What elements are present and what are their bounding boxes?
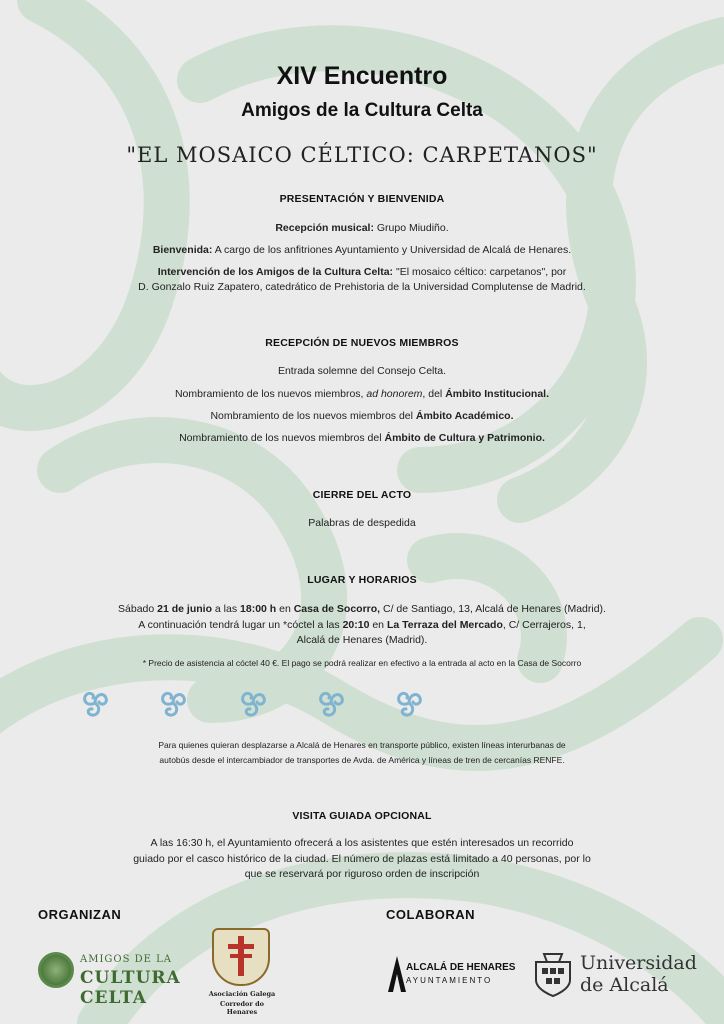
logo-uah-text-2: de Alcalá: [580, 974, 669, 996]
line-casa-socorro: Sábado 21 de junio a las 18:00 h en Casa de Socorro, C/ de Santiago, 13, Alcalá de Henares (Madrid).: [118, 603, 606, 615]
price-note: * Precio de asistencia al cóctel 40 €. El pago se podrá realizar en efectivo a la entrada al acto en la Casa de Socorro: [142, 658, 582, 668]
logo-gal-text-1: Asociación Galega: [208, 990, 276, 998]
line-ambito-cultura: Nombramiento de los nuevos miembros del Ámbito de Cultura y Patrimonio.: [179, 432, 545, 444]
line-coctel-ciudad: Alcalá de Henares (Madrid).: [296, 634, 428, 646]
triskel-icon: [232, 682, 274, 724]
heading-lugar: LUGAR Y HORARIOS: [307, 574, 417, 586]
shield-icon: [212, 928, 270, 986]
triskel-icon: [74, 682, 116, 724]
line-recepcion-musical: Recepción musical: Grupo Miudiño.: [275, 222, 449, 234]
line-ambito-academico: Nombramiento de los nuevos miembros del Ámbito Académico.: [210, 410, 514, 422]
line-despedida: Palabras de despedida: [308, 517, 416, 529]
line-consejo: Entrada solemne del Consejo Celta.: [277, 365, 447, 377]
transport-line-2: autobús desde el intercambiador de transportes de Avda. de América y líneas de tren de cercanías RENFE.: [159, 755, 565, 765]
triskel-icon: [310, 682, 352, 724]
heading-recepcion: RECEPCIÓN DE NUEVOS MIEMBROS: [265, 337, 459, 349]
visita-line-2: guiado por el casco histórico de la ciudad. El número de plazas está limitado a 40 personas, por lo: [133, 853, 591, 865]
triskel-icon: [152, 682, 194, 724]
visita-line-1: A las 16:30 h, el Ayuntamiento ofrecerá a los asistentes que estén interesados un recorrido: [150, 837, 574, 849]
heading-cierre: CIERRE DEL ACTO: [312, 489, 412, 501]
line-ambito-institucional: Nombramiento de los nuevos miembros, ad honorem, del Ámbito Institucional.: [174, 388, 550, 400]
visita-line-3: que se reservará por riguroso orden de inscripción: [244, 868, 480, 880]
event-theme: "EL MOSAICO CÉLTICO: CARPETANOS": [126, 143, 598, 167]
triskel-icon: [388, 682, 430, 724]
line-coctel: A continuación tendrá lugar un *cóctel a las 20:10 en La Terraza del Mercado, C/ Cerrajeros, 1,: [138, 619, 586, 631]
logo-alcala-text-2: AYUNTAMIENTO: [406, 976, 493, 985]
logo-amigos-cultura-celta: [36, 950, 196, 1008]
organizan-label: ORGANIZAN: [38, 907, 122, 922]
university-crest-icon: [530, 950, 576, 998]
logo-uah-text-1: Universidad: [580, 952, 697, 974]
logo-amigos-text-2: CULTURA CELTA: [80, 968, 181, 1008]
logo-ayuntamiento-alcala: [386, 952, 526, 998]
event-subtitle: Amigos de la Cultura Celta: [241, 100, 483, 121]
logo-gal-text-2: Corredor do Henares: [220, 1000, 264, 1016]
logo-universidad-alcala: [528, 946, 697, 1002]
heading-presentacion: PRESENTACIÓN Y BIENVENIDA: [279, 193, 445, 205]
transport-line-1: Para quienes quieran desplazarse a Alcalá de Henares en transporte público, existen líneas interurbanas de: [158, 740, 566, 750]
line-ponente: D. Gonzalo Ruiz Zapatero, catedrático de Prehistoria de la Universidad Complutense de Madrid.: [138, 281, 586, 293]
line-bienvenida: Bienvenida: A cargo de los anfitriones Ayuntamiento y Universidad de Alcalá de Henares.: [152, 244, 572, 256]
event-title: XIV Encuentro: [276, 62, 448, 90]
triskel-row: [60, 682, 420, 728]
tower-a-icon: [386, 954, 408, 994]
logo-asociacion-galega: [204, 928, 280, 1016]
logo-alcala-text-1: ALCALÁ DE HENARES: [406, 962, 516, 973]
line-intervencion: Intervención de los Amigos de la Cultura Celta: "El mosaico céltico: carpetanos", por: [157, 266, 567, 278]
celtic-knot-icon: [38, 952, 74, 988]
heading-visita: VISITA GUIADA OPCIONAL: [292, 810, 432, 822]
logo-amigos-text-1: AMIGOS DE LA: [80, 954, 172, 965]
colaboran-label: COLABORAN: [386, 907, 475, 922]
